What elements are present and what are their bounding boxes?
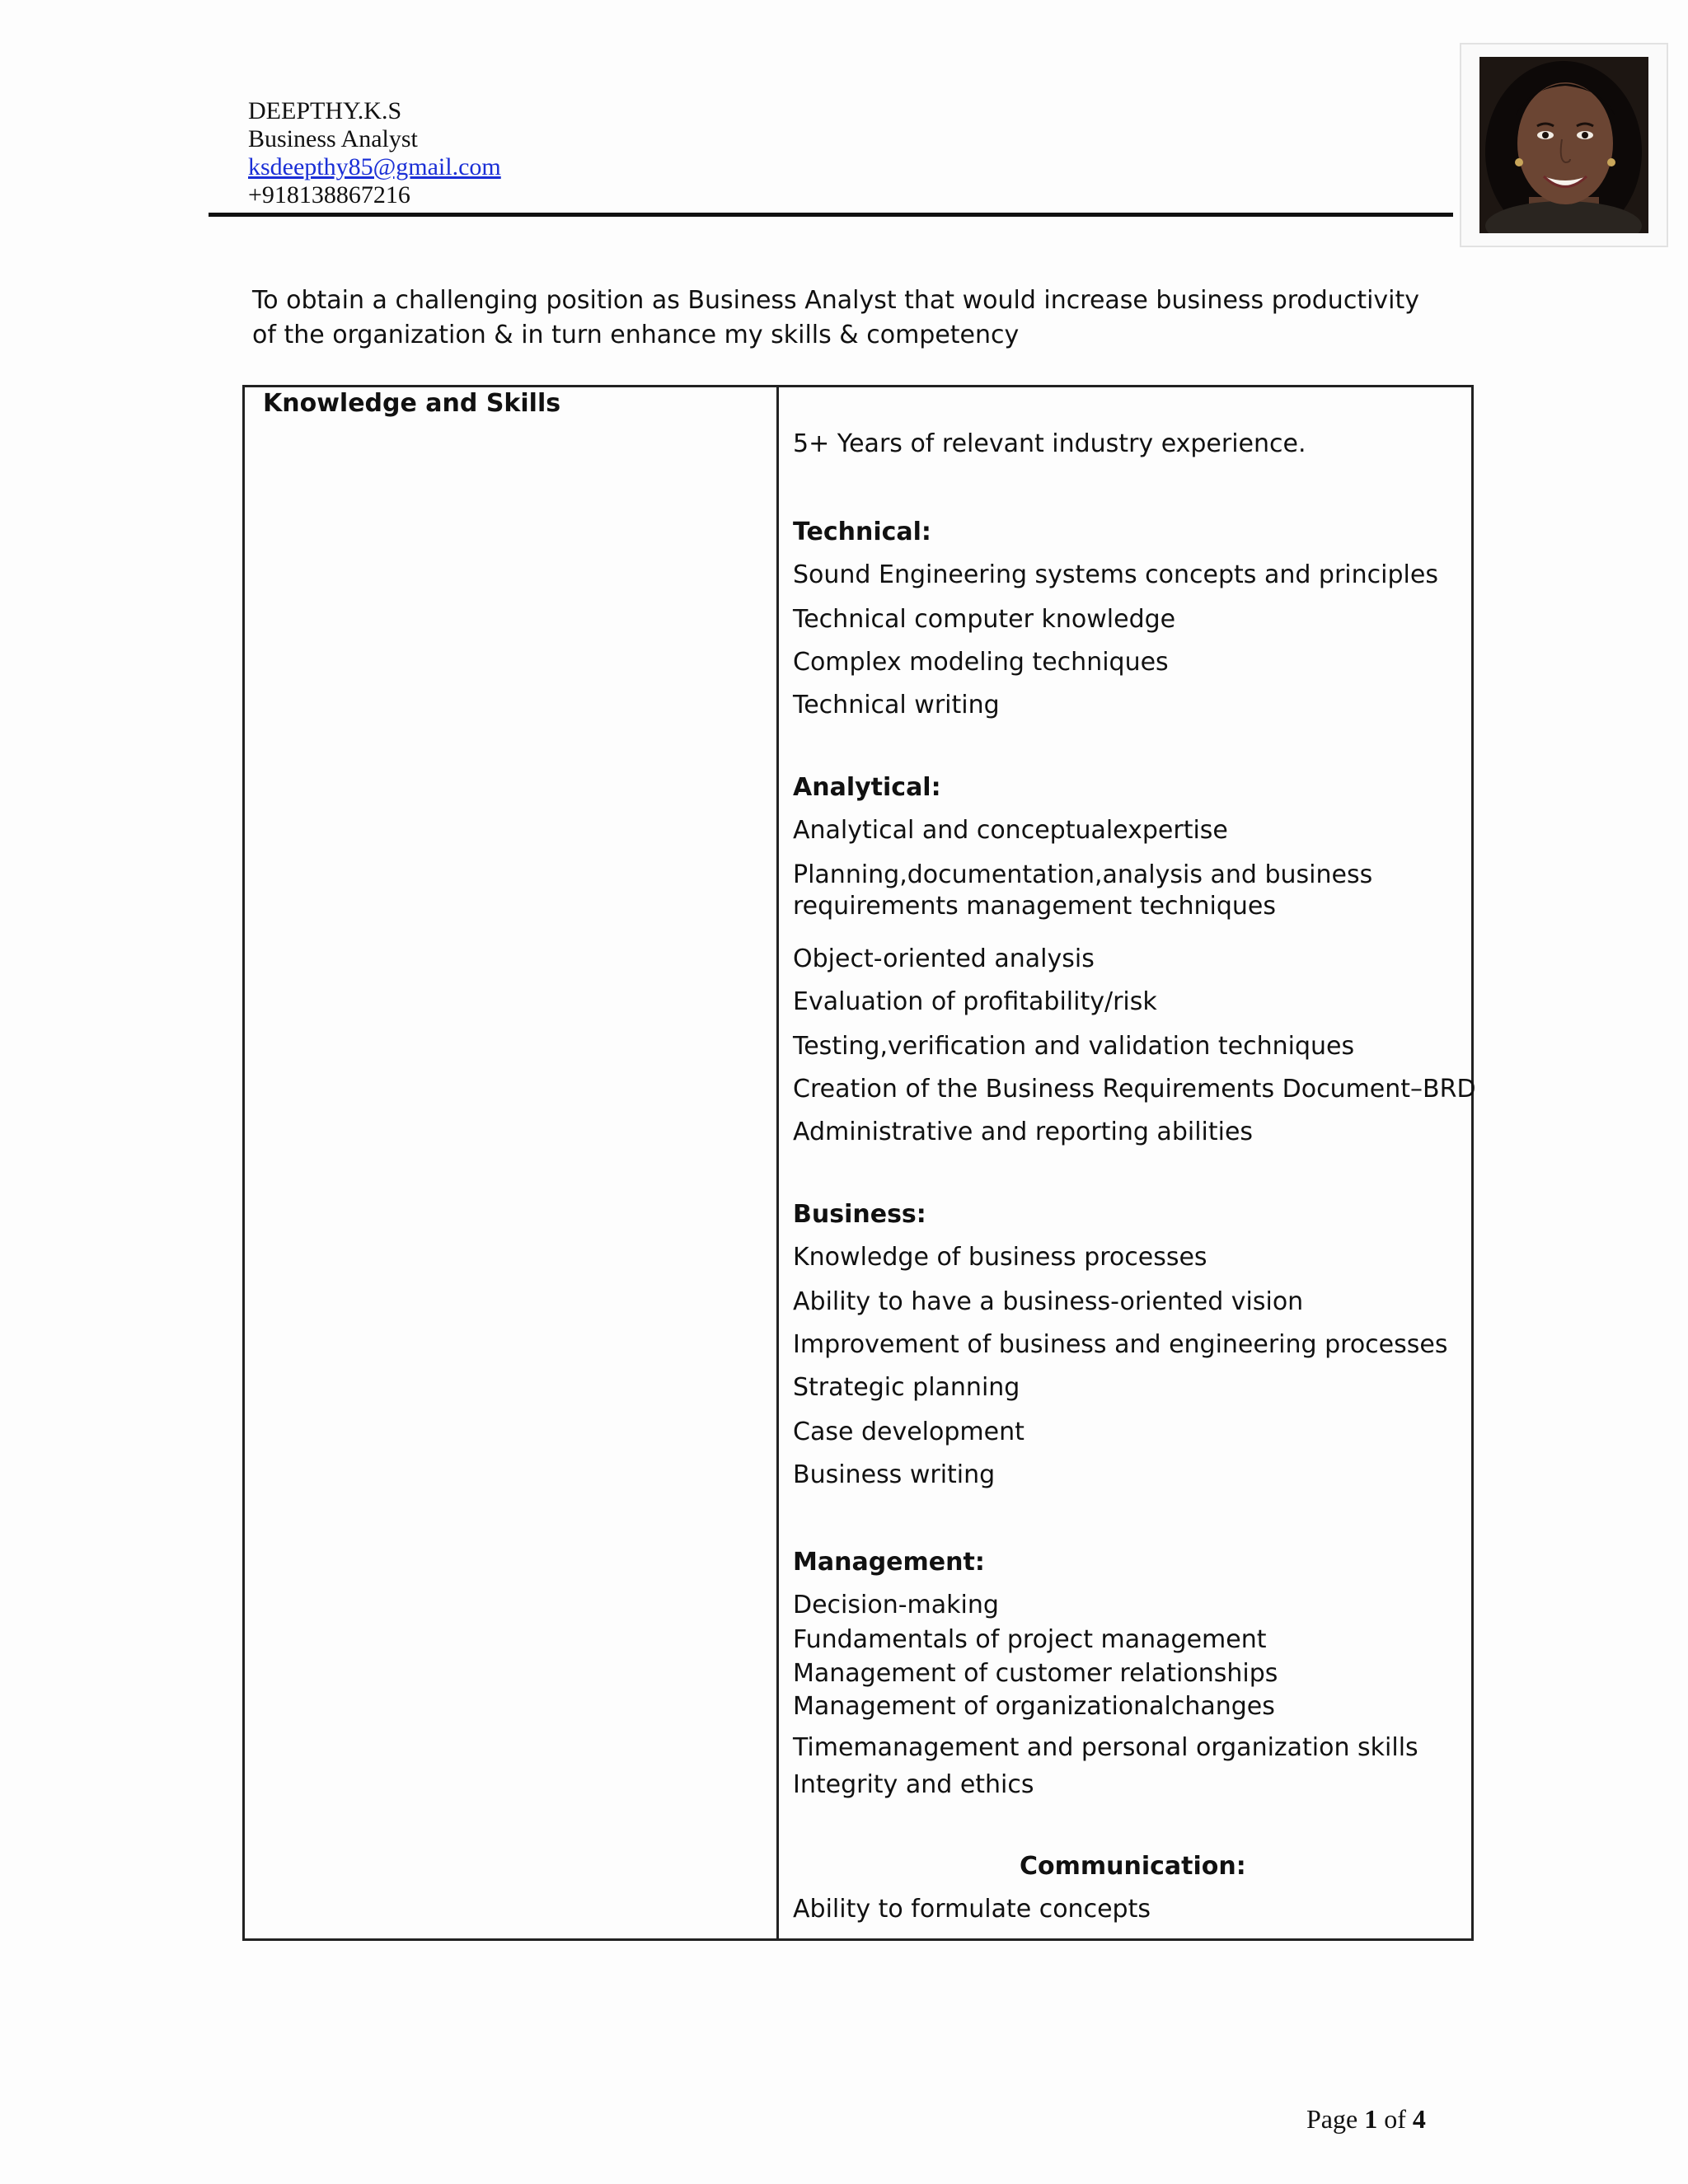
list-item: Improvement of business and engineering processes [793, 1330, 1448, 1359]
list-item: Knowledge of business processes [793, 1243, 1207, 1272]
list-item: Fundamentals of project management [793, 1625, 1267, 1654]
list-item: Timemanagement and personal organization skills [793, 1733, 1418, 1762]
list-item: Decision-making [793, 1591, 999, 1619]
page-current: 1 [1364, 2104, 1378, 2134]
email-link[interactable]: ksdeepthy85@gmail.com [248, 153, 501, 180]
list-item: Technical writing [793, 691, 1000, 719]
career-objective [252, 284, 1447, 353]
communication-heading: Communication: [1020, 1852, 1246, 1881]
business-heading: Business: [793, 1200, 926, 1229]
phone-number: +918138867216 [248, 181, 410, 209]
page-total: 4 [1412, 2104, 1426, 2134]
profile-photo-frame [1460, 43, 1668, 247]
contact-header [248, 97, 501, 209]
skills-heading: Knowledge and Skills [263, 389, 561, 418]
list-item: requirements management techniques [793, 892, 1276, 921]
management-heading: Management: [793, 1548, 985, 1577]
table-column-divider [776, 387, 779, 1938]
objective-line: of the organization & in turn enhance my skills & competency [252, 321, 1020, 349]
list-item: Complex modeling techniques [793, 648, 1169, 677]
list-item: Object-oriented analysis [793, 944, 1095, 973]
list-item: Ability to have a business-oriented vision [793, 1287, 1304, 1316]
objective-line: To obtain a challenging position as Business Analyst that would increase business productivity [252, 286, 1420, 315]
skills-table [242, 385, 1474, 1941]
list-item: Case development [793, 1418, 1025, 1446]
candidate-title: Business Analyst [248, 125, 418, 152]
profile-photo [1479, 57, 1648, 233]
list-item: Ability to formulate concepts [793, 1895, 1151, 1924]
analytical-heading: Analytical: [793, 773, 941, 802]
list-item: Management of organizationalchanges [793, 1692, 1275, 1721]
list-item: Testing,verification and validation techniques [793, 1032, 1355, 1061]
list-item: Administrative and reporting abilities [793, 1118, 1254, 1146]
page-label: Page [1306, 2104, 1358, 2134]
candidate-name: DEEPTHY.K.S [248, 97, 402, 124]
page-of: of [1384, 2104, 1406, 2134]
experience-line: 5+ Years of relevant industry experience. [793, 429, 1306, 458]
list-item: Creation of the Business Requirements Document–BRD [793, 1075, 1476, 1104]
page-number [1306, 2104, 1426, 2135]
list-item: Technical computer knowledge [793, 605, 1176, 634]
list-item: Analytical and conceptualexpertise [793, 816, 1228, 845]
list-item: Evaluation of profitability/risk [793, 987, 1157, 1016]
header-divider [209, 213, 1453, 217]
list-item: Management of customer relationships [793, 1659, 1278, 1688]
list-item: Business writing [793, 1460, 996, 1489]
list-item: Integrity and ethics [793, 1770, 1034, 1799]
list-item: Sound Engineering systems concepts and principles [793, 560, 1438, 589]
list-item: Planning,documentation,analysis and business [793, 860, 1373, 889]
technical-heading: Technical: [793, 518, 931, 546]
list-item: Strategic planning [793, 1373, 1020, 1402]
